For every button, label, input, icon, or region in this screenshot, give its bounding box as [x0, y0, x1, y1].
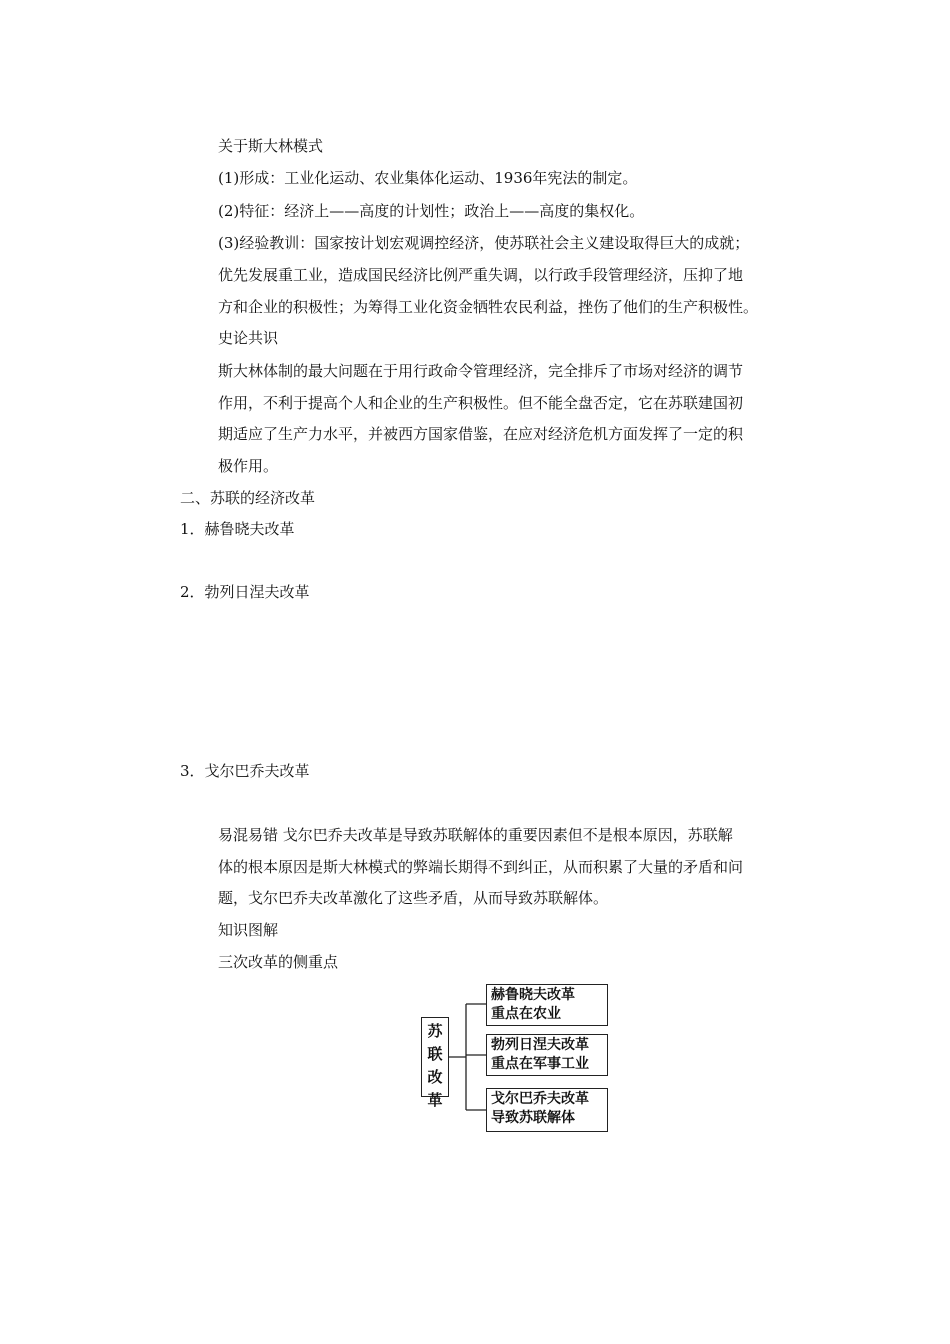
- pitfall-line: 体的根本原因是斯大林模式的弊端长期得不到纠正，从而积累了大量的矛盾和问: [218, 858, 744, 876]
- diagram-branch-title: 赫鲁晓夫改革: [491, 987, 575, 1003]
- diagram-root-char: 联: [427, 1045, 443, 1063]
- stalin-model-formation: (1)形成：工业化运动、农业集体化运动、1936年宪法的制定。: [218, 169, 638, 187]
- consensus-line: 斯大林体制的最大问题在于用行政命令管理经济，完全排斥了市场对经济的调节: [218, 362, 744, 380]
- section-item-brezhnev: 2．勃列日涅夫改革: [180, 583, 310, 601]
- diagram-root-box: [421, 1017, 449, 1109]
- diagram-branch-focus: 导致苏联解体: [491, 1110, 575, 1126]
- stalin-model-lessons-line: 优先发展重工业，造成国民经济比例严重失调，以行政手段管理经济，压抑了地: [218, 266, 744, 284]
- diagram-root-char: 苏: [427, 1022, 443, 1040]
- stalin-model-lessons-line: 方和企业的积极性；为筹得工业化资金牺牲农民利益，挫伤了他们的生产积极性。: [218, 298, 759, 316]
- stalin-model-lessons-line: (3)经验教训：国家按计划宏观调控经济，使苏联社会主义建设取得巨大的成就；: [218, 234, 750, 252]
- stalin-model-features: (2)特征：经济上——高度的计划性；政治上——高度的集权化。: [218, 202, 645, 220]
- section-item-khrushchev: 1．赫鲁晓夫改革: [180, 520, 295, 538]
- consensus-heading: 史论共识: [218, 329, 279, 347]
- diagram-branch-title: 勃列日涅夫改革: [491, 1037, 589, 1053]
- diagram-root-char: 革: [427, 1091, 443, 1109]
- diagram-branch-focus: 重点在军事工业: [491, 1056, 589, 1072]
- section-heading: 二、苏联的经济改革: [180, 489, 316, 507]
- pitfall-line: 易混易错 戈尔巴乔夫改革是导致苏联解体的重要因素但不是根本原因，苏联解: [218, 826, 733, 844]
- diagram-section-heading: 知识图解: [218, 921, 279, 939]
- consensus-line: 极作用。: [218, 457, 279, 475]
- diagram-branch-brezhnev: [486, 1034, 608, 1076]
- stalin-model-heading: 关于斯大林模式: [218, 137, 324, 155]
- consensus-line: 期适应了生产力水平，并被西方国家借鉴，在应对经济危机方面发挥了一定的积: [218, 425, 744, 443]
- diagram-section-subheading: 三次改革的侧重点: [218, 953, 339, 971]
- consensus-line: 作用，不利于提高个人和企业的生产积极性。但不能全盘否定，它在苏联建国初: [218, 394, 744, 412]
- diagram-branch-focus: 重点在农业: [491, 1006, 561, 1022]
- diagram-root-char: 改: [427, 1068, 443, 1086]
- section-item-gorbachev: 3．戈尔巴乔夫改革: [180, 762, 310, 780]
- diagram-branch-gorbachev: [486, 1088, 608, 1132]
- diagram-branch-title: 戈尔巴乔夫改革: [491, 1091, 589, 1107]
- diagram-branch-khrushchev: [486, 984, 608, 1026]
- reform-diagram: [418, 982, 618, 1137]
- pitfall-line: 题，戈尔巴乔夫改革激化了这些矛盾，从而导致苏联解体。: [218, 889, 609, 907]
